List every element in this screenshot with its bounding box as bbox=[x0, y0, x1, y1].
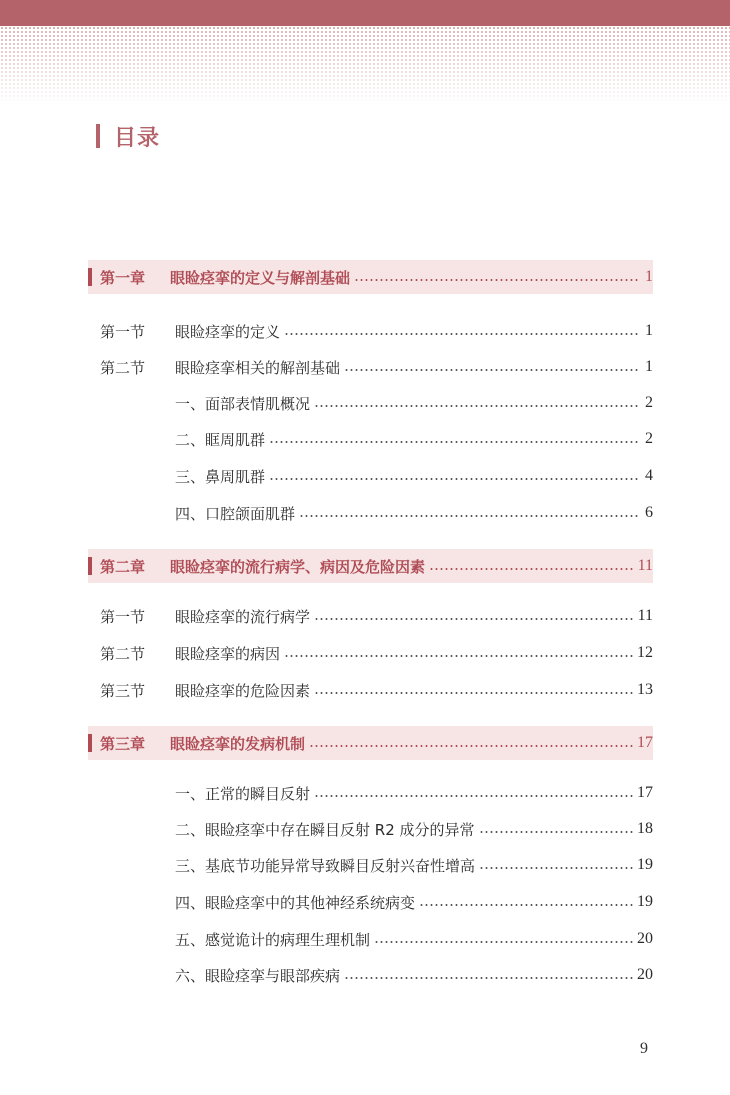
section-number: 第一节 bbox=[100, 322, 146, 341]
leader-dots bbox=[284, 333, 639, 335]
toc-entry-page: 18 bbox=[637, 820, 653, 837]
leader-dots bbox=[284, 655, 633, 657]
toc-section-row[interactable] bbox=[88, 601, 653, 631]
toc-entry-page: 2 bbox=[645, 394, 653, 411]
chapter-accent-mark bbox=[88, 734, 92, 752]
toc-title bbox=[96, 122, 160, 150]
leader-dots bbox=[479, 831, 633, 833]
toc-entry-page: 17 bbox=[637, 784, 653, 801]
toc-subsection-row[interactable] bbox=[88, 850, 653, 880]
section-number: 第一节 bbox=[100, 607, 146, 626]
toc-section-row[interactable] bbox=[88, 638, 653, 668]
toc-entry-page: 4 bbox=[645, 467, 653, 484]
toc-entry-page: 12 bbox=[637, 644, 653, 661]
leader-dots bbox=[374, 941, 633, 943]
chapter-number: 第二章 bbox=[100, 557, 146, 576]
toc-entry-page: 17 bbox=[637, 734, 653, 751]
toc-title-text: 目录 bbox=[114, 125, 161, 151]
section-number: 第二节 bbox=[100, 358, 146, 377]
toc-entry-label: 眼睑痉挛的定义 bbox=[175, 322, 281, 341]
toc-subsection-row[interactable] bbox=[88, 924, 653, 954]
toc-subsection-row[interactable] bbox=[88, 778, 653, 808]
leader-dots bbox=[314, 692, 633, 694]
toc-subsection-row[interactable] bbox=[88, 424, 653, 454]
toc-entry-page: 20 bbox=[637, 966, 653, 983]
toc-entry-page: 20 bbox=[637, 930, 653, 947]
toc-subsection-row[interactable] bbox=[88, 887, 653, 917]
toc-entry-label: 眼睑痉挛相关的解剖基础 bbox=[175, 358, 341, 377]
toc-subsection-row[interactable] bbox=[88, 814, 653, 844]
toc-entry-label: 一、面部表情肌概况 bbox=[175, 394, 311, 413]
toc-entry-page: 19 bbox=[637, 856, 653, 873]
leader-dots bbox=[314, 618, 634, 620]
chapter-accent-mark bbox=[88, 268, 92, 286]
toc-entry-label: 四、眼睑痉挛中的其他神经系统病变 bbox=[175, 893, 416, 912]
toc-entry-label: 眼睑痉挛的病因 bbox=[175, 644, 281, 663]
leader-dots bbox=[419, 904, 633, 906]
toc-subsection-row[interactable] bbox=[88, 498, 653, 528]
toc-entry-label: 一、正常的瞬目反射 bbox=[175, 784, 311, 803]
toc-entry-label: 眼睑痉挛的危险因素 bbox=[175, 681, 311, 700]
leader-dots bbox=[269, 478, 639, 480]
toc-entry-label: 二、眶周肌群 bbox=[175, 430, 266, 449]
toc-entry-label: 六、眼睑痉挛与眼部疾病 bbox=[175, 966, 341, 985]
page-number: 9 bbox=[640, 1040, 648, 1057]
toc-entry-label: 五、感觉诡计的病理生理机制 bbox=[175, 930, 371, 949]
toc-entry-page: 1 bbox=[645, 322, 653, 339]
section-number: 第三节 bbox=[100, 681, 146, 700]
toc-section-row[interactable] bbox=[88, 316, 653, 346]
leader-dots bbox=[354, 279, 639, 281]
toc-entry-label: 眼睑痉挛的发病机制 bbox=[170, 734, 306, 753]
toc-entry-page: 6 bbox=[645, 504, 653, 521]
toc-entry-label: 三、鼻周肌群 bbox=[175, 467, 266, 486]
toc-subsection-row[interactable] bbox=[88, 388, 653, 418]
leader-dots bbox=[314, 405, 639, 407]
leader-dots bbox=[314, 795, 633, 797]
leader-dots bbox=[309, 745, 633, 747]
toc-entry-page: 13 bbox=[637, 681, 653, 698]
title-accent-bar bbox=[96, 124, 100, 148]
toc-chapter-row[interactable] bbox=[88, 549, 653, 583]
leader-dots bbox=[299, 515, 639, 517]
leader-dots bbox=[344, 977, 633, 979]
toc-entry-label: 三、基底节功能异常导致瞬目反射兴奋性增高 bbox=[175, 856, 476, 875]
toc-chapter-row[interactable] bbox=[88, 726, 653, 760]
chapter-number: 第一章 bbox=[100, 268, 146, 287]
toc-entry-label: 眼睑痉挛的流行病学 bbox=[175, 607, 311, 626]
chapter-number: 第三章 bbox=[100, 734, 146, 753]
chapter-accent-mark bbox=[88, 557, 92, 575]
toc-chapter-row[interactable] bbox=[88, 260, 653, 294]
toc-subsection-row[interactable] bbox=[88, 461, 653, 491]
header-band bbox=[0, 0, 730, 26]
leader-dots bbox=[344, 369, 639, 371]
leader-dots bbox=[429, 568, 634, 570]
toc-entry-page: 2 bbox=[645, 430, 653, 447]
toc-entry-page: 11 bbox=[637, 557, 653, 574]
toc-subsection-row[interactable] bbox=[88, 960, 653, 990]
toc-entry-label: 眼睑痉挛的流行病学、病因及危险因素 bbox=[170, 557, 426, 576]
leader-dots bbox=[479, 867, 633, 869]
toc-entry-label: 二、眼睑痉挛中存在瞬目反射 R2 成分的异常 bbox=[175, 820, 475, 839]
section-number: 第二节 bbox=[100, 644, 146, 663]
toc-section-row[interactable] bbox=[88, 675, 653, 705]
header-dot-pattern bbox=[0, 26, 730, 106]
toc-entry-page: 1 bbox=[645, 268, 653, 285]
leader-dots bbox=[269, 441, 639, 443]
toc-entry-label: 眼睑痉挛的定义与解剖基础 bbox=[170, 268, 351, 287]
toc-entry-page: 11 bbox=[637, 607, 653, 624]
toc-entry-label: 四、口腔颌面肌群 bbox=[175, 504, 296, 523]
toc-entry-page: 19 bbox=[637, 893, 653, 910]
toc-entry-page: 1 bbox=[645, 358, 653, 375]
toc-section-row[interactable] bbox=[88, 352, 653, 382]
